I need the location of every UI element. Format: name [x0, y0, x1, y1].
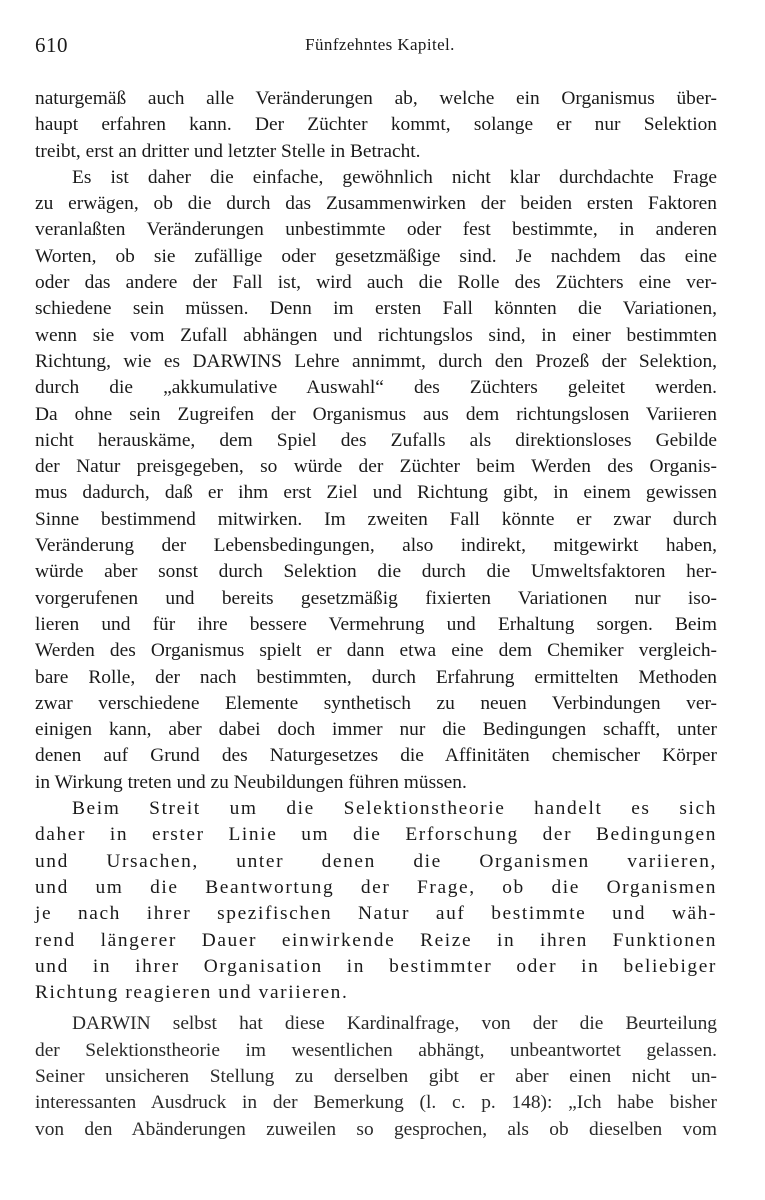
text-line: nicht herauskäme, dem Spiel des Zufalls als direktionsloses Gebilde — [35, 429, 717, 451]
text-line: vorgerufenen und bereits gesetzmäßig fixierten Variationen nur iso- — [35, 587, 717, 609]
text-line: in Wirkung treten und zu Neubildungen führen müssen. — [35, 771, 467, 793]
page-number: 610 — [35, 33, 68, 57]
emphasis-line: rend längerer Dauer einwirkende Reize in ihren Funktionen — [35, 929, 717, 951]
text-line: der Natur preisgegeben, so würde der Züchter beim Werden des Organis- — [35, 456, 717, 478]
text-line: bare Rolle, der nach bestimmten, durch Erfahrung ermittelten Methoden — [35, 666, 717, 688]
text-line: naturgemäß auch alle Veränderungen ab, welche ein Organismus über- — [35, 88, 717, 109]
text-line: wenn sie vom Zufall abhängen und richtungslos sind, in einer bestimmten — [35, 324, 717, 346]
text-line: einigen kann, aber dabei doch immer nur die Bedingungen schafft, unter — [35, 719, 717, 741]
emphasis-line: Beim Streit um die Selektionstheorie handelt es sich — [72, 798, 717, 820]
text-line: durch die „akkumulative Auswahl“ des Züchters geleitet werden. — [35, 377, 717, 399]
text-line: der Selektionstheorie im wesentlichen abhängt, unbeantwortet gelassen. — [35, 1039, 717, 1061]
text-line: Seiner unsicheren Stellung zu derselben gibt er aber einen nicht un- — [35, 1065, 717, 1087]
body-text — [35, 86, 717, 1143]
text-line: oder das andere der Fall ist, wird auch die Rolle des Züchters eine ver- — [35, 272, 717, 294]
page-header — [35, 33, 725, 59]
text-line: Werden des Organismus spielt er dann etwa eine dem Chemiker vergleich- — [35, 640, 717, 662]
emphasis-line: und Ursachen, unter denen die Organismen variieren, — [35, 850, 717, 872]
text-line: haupt erfahren kann. Der Züchter kommt, solange er nur Selektion — [35, 114, 717, 136]
text-line: denen auf Grund des Naturgesetzes die Affinitäten chemischer Körper — [35, 745, 717, 767]
emphasis-line: Richtung reagieren und variieren. — [35, 982, 349, 1004]
text-line: veranlaßten Veränderungen unbestimmte oder fest bestimmte, in anderen — [35, 219, 717, 241]
text-line: mus dadurch, daß er ihm erst Ziel und Richtung gibt, in einem gewissen — [35, 482, 717, 504]
text-line: DARWIN selbst hat diese Kardinalfrage, von der die Beurteilung — [72, 1013, 717, 1035]
text-line: Sinne bestimmend mitwirken. Im zweiten Fall könnte er zwar durch — [35, 508, 717, 530]
text-line: interessanten Ausdruck in der Bemerkung (l. c. p. 148): „Ich habe bisher — [35, 1092, 717, 1114]
text-line: treibt, erst an dritter und letzter Stelle in Betracht. — [35, 140, 421, 162]
text-line: zu erwägen, ob die durch das Zusammenwirken der beiden ersten Faktoren — [35, 193, 717, 215]
text-line: Worten, ob sie zufällige oder gesetzmäßige sind. Je nachdem das eine — [35, 245, 717, 267]
text-line: Veränderung der Lebensbedingungen, also indirekt, mitgewirkt haben, — [35, 535, 717, 557]
text-line: würde aber sonst durch Selektion die durch die Umweltsfaktoren her- — [35, 561, 717, 583]
emphasis-line: daher in erster Linie um die Erforschung der Bedingungen — [35, 824, 717, 846]
text-line: Es ist daher die einfache, gewöhnlich nicht klar durchdachte Frage — [72, 166, 717, 188]
text-line: zwar verschiedene Elemente synthetisch zu neuen Verbindungen ver- — [35, 692, 717, 714]
text-line: von den Abänderungen zuweilen so gesprochen, als ob dieselben vom — [35, 1118, 717, 1140]
emphasis-line: und in ihrer Organisation in bestimmter oder in beliebiger — [35, 955, 717, 977]
text-line: lieren und für ihre bessere Vermehrung und Erhaltung sorgen. Beim — [35, 613, 717, 635]
emphasis-line: je nach ihrer spezifischen Natur auf bestimmte und wäh- — [35, 903, 717, 925]
emphasis-line: und um die Beantwortung der Frage, ob die Organismen — [35, 876, 717, 898]
text-line: Richtung, wie es DARWINS Lehre annimmt, durch den Prozeß der Selektion, — [35, 350, 717, 372]
running-title: Fünfzehntes Kapitel. — [305, 35, 455, 54]
text-line: Da ohne sein Zugreifen der Organismus aus dem richtungslosen Variieren — [35, 403, 717, 425]
text-line: schiedene sein müssen. Denn im ersten Fall könnten die Variationen, — [35, 298, 717, 320]
